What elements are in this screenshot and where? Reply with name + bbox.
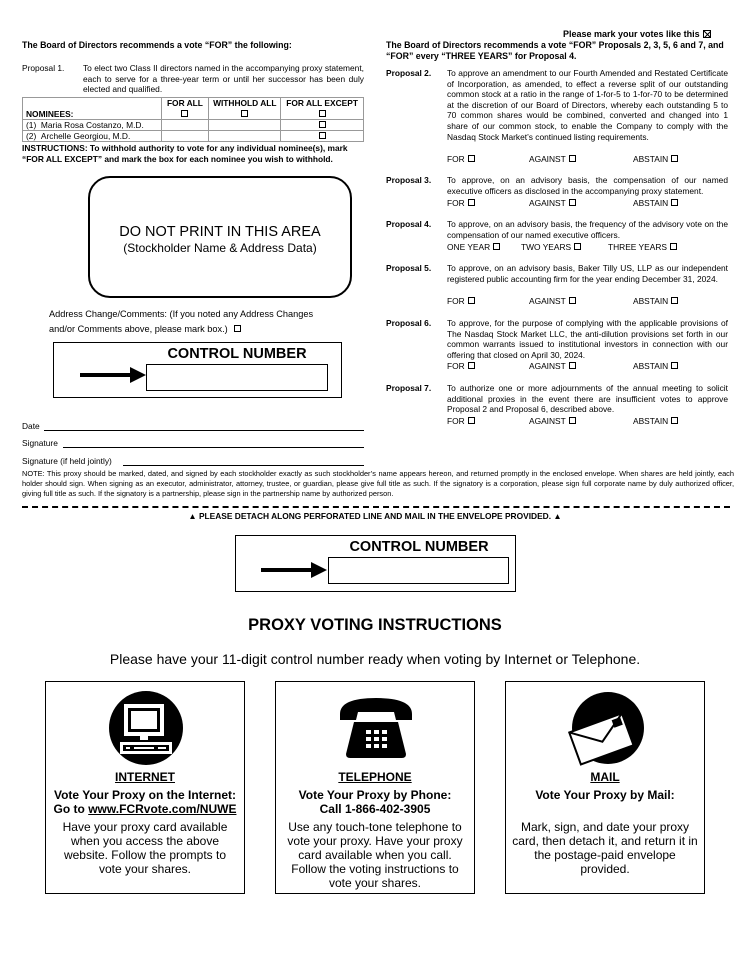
address-block bbox=[88, 176, 352, 298]
proposal-7-label: Proposal 7. bbox=[386, 383, 432, 393]
proposal-4-text: To approve, on an advisory basis, the frequency of the advisory vote on the compensation of our named executive officers. bbox=[447, 219, 728, 240]
col-for-all-except: FOR ALL EXCEPT bbox=[281, 98, 364, 109]
nominees-checkbox-row bbox=[23, 109, 364, 120]
mail-method-box bbox=[505, 681, 705, 894]
control-number-field-top[interactable] bbox=[146, 364, 328, 391]
address-change-line-1: Address Change/Comments: (If you noted any Address Changes bbox=[49, 309, 314, 319]
mark-votes-instruction bbox=[563, 29, 750, 40]
internet-title: INTERNET bbox=[115, 770, 175, 784]
proposal-4-label: Proposal 4. bbox=[386, 219, 432, 229]
proposal-5-text: To approve, on an advisory basis, Baker Tilly US, LLP as our independent registered public accounting firm for the year ending December 31, 2024. bbox=[447, 263, 728, 284]
for-all-except-checkbox[interactable] bbox=[319, 110, 326, 117]
control-number-field-bottom[interactable] bbox=[328, 557, 509, 584]
signing-note: NOTE: This proxy should be marked, dated, and signed by each stockholder exactly as such stockholder’s name appears hereon, and returned promptly in the enclosed envelope. When shares are held jointly, each holder should sign. When signing as an executor, administrator, attorney, trustee, or guardian, please give full title as such. If the signatory is a corporation, please sign full corporate name by duly authorized officer, giving full title as such. If the signatory is a partnership, please sign in the partnership name by authorized person. bbox=[22, 469, 734, 499]
voting-instructions-title: PROXY VOTING INSTRUCTIONS bbox=[248, 616, 502, 634]
proposal-2-label: Proposal 2. bbox=[386, 68, 432, 78]
telephone-body: Use any touch-tone telephone to vote your proxy. Have your proxy card available when you call. Follow the voting instructions to vote your shares. bbox=[287, 820, 463, 890]
date-label: Date bbox=[22, 421, 40, 431]
proposal-3: Proposal 3. To approve, on an advisory basis, the compensation of our named executive officers as disclosed in the accompanying proxy statement. FOR AGAINST ABSTAIN bbox=[386, 175, 728, 208]
proposal-6-text: To approve, for the purpose of complying with the applicable provisions of The Nasdaq Stock Market LLC, the anti-dilution provisions set forth in our common warrants issued to institutional investors in connection with our offering that closed on April 30, 2024. bbox=[447, 318, 728, 360]
internet-bold-1: Vote Your Proxy on the Internet: bbox=[53, 788, 237, 802]
proposal-3-label: Proposal 3. bbox=[386, 175, 432, 185]
proposal-7-against-checkbox[interactable] bbox=[569, 417, 576, 424]
detach-instruction bbox=[0, 511, 750, 521]
proposal-3-text: To approve, on an advisory basis, the compensation of our named executive officers as disclosed in the accompanying proxy statement. bbox=[447, 175, 728, 196]
voting-instructions-subtitle: Please have your 11-digit control number ready when voting by Internet or Telephone. bbox=[109, 651, 641, 667]
date-line[interactable] bbox=[44, 430, 364, 431]
telephone-title: TELEPHONE bbox=[338, 770, 412, 784]
proposal-1 bbox=[22, 63, 364, 95]
telephone-bold-1: Vote Your Proxy by Phone: bbox=[298, 788, 452, 802]
control-number-label-top: CONTROL NUMBER bbox=[167, 346, 307, 362]
proposal-5-abstain-checkbox[interactable] bbox=[671, 297, 678, 304]
computer-icon bbox=[106, 690, 186, 770]
proposal-6-for-checkbox[interactable] bbox=[468, 362, 475, 369]
proposal-2: Proposal 2. To approve an amendment to our Fourth Amended and Restated Certificate of Incorporation, as amended, to effect a reverse split of our outstanding common stock at a ratio in the range of 1-for-5 to 1-for-70 to be determined at the discretion of our Board of Directors, whereby each outstanding 5 to 70 common shares would be combined, converted and changed into 1 share of our common stock, to enable the Company to comply with the Nasdaq Stock Market’s continued listing requirements. FOR AGAINST ABSTAIN bbox=[386, 68, 728, 164]
nominees-header-row bbox=[23, 98, 364, 109]
control-number-box-bottom bbox=[235, 535, 516, 592]
example-marked-checkbox bbox=[703, 30, 711, 38]
telephone-bold-2: Call 1-866-402-3905 bbox=[319, 802, 431, 816]
address-change-line-2: and/or Comments above, please mark box.) bbox=[49, 323, 228, 334]
telephone-icon bbox=[336, 692, 416, 762]
detach-text: PLEASE DETACH ALONG PERFORATED LINE AND MAIL IN THE ENVELOPE PROVIDED. bbox=[198, 511, 552, 521]
proposal-1-text: To elect two Class II directors named in the accompanying proxy statement, each to serve for a three-year term or until her successor has been duly elected and qualified. bbox=[83, 63, 364, 95]
proposal-2-text: To approve an amendment to our Fourth Amended and Restated Certificate of Incorporation, as amended, to effect a reverse split of our outstanding common stock at a ratio in the range of 1-for-5 to 1-for-70 to be determined at the discretion of our Board of Directors, whereby each outstanding 5 to 70 common shares would be combined, converted and changed into 1 share of our common stock, to enable the Company to comply with the Nasdaq Stock Market’s continued listing requirements. bbox=[447, 68, 728, 142]
nominee-1: (1) Maria Rosa Costanzo, M.D. bbox=[23, 120, 162, 131]
perforated-line bbox=[22, 506, 730, 508]
signature-joint-line[interactable] bbox=[123, 465, 364, 466]
mail-bold-1: Vote Your Proxy by Mail: bbox=[535, 788, 675, 802]
proposal-2-for-checkbox[interactable] bbox=[468, 155, 475, 162]
triangle-up-icon: ▲ bbox=[188, 511, 197, 521]
mail-title: MAIL bbox=[590, 770, 620, 784]
internet-link[interactable]: www.FCRvote.com/NUWE bbox=[88, 802, 237, 816]
proposal-6-label: Proposal 6. bbox=[386, 318, 432, 328]
withhold-all-checkbox[interactable] bbox=[241, 110, 248, 117]
col-withhold-all: WITHHOLD ALL bbox=[209, 98, 281, 109]
do-not-print-text: DO NOT PRINT IN THIS AREA bbox=[119, 224, 321, 240]
nominee-2: (2) Archelle Georgiou, M.D. bbox=[23, 131, 162, 142]
proposal-3-against-checkbox[interactable] bbox=[569, 199, 576, 206]
proposal-5-for-checkbox[interactable] bbox=[468, 297, 475, 304]
board-recommendation-right: The Board of Directors recommends a vote “FOR” Proposals 2, 3, 5, 6 and 7, and “FOR” every “THREE YEARS” for Proposal 4. bbox=[386, 40, 724, 61]
internet-body: Have your proxy card available when you access the above website. Follow the prompts to vote your shares. bbox=[62, 820, 228, 876]
proposal-3-abstain-checkbox[interactable] bbox=[671, 199, 678, 206]
nominee-row bbox=[23, 131, 364, 142]
address-change bbox=[49, 307, 359, 336]
proposal-4-one-year-checkbox[interactable] bbox=[493, 243, 500, 250]
nominee-1-except-checkbox[interactable] bbox=[319, 121, 326, 128]
proposal-1-label: Proposal 1. bbox=[22, 63, 65, 73]
board-recommendation-left: The Board of Directors recommends a vote “FOR” the following: bbox=[22, 40, 292, 50]
nominee-row bbox=[23, 120, 364, 131]
proposal-6-abstain-checkbox[interactable] bbox=[671, 362, 678, 369]
internet-bold-2: Go to www.FCRvote.com/NUWE bbox=[53, 802, 237, 816]
proposal-7-for-checkbox[interactable] bbox=[468, 417, 475, 424]
proposal-2-against-checkbox[interactable] bbox=[569, 155, 576, 162]
proposal-3-for-checkbox[interactable] bbox=[468, 199, 475, 206]
mail-body: Mark, sign, and date your proxy card, then detach it, and return it in the postage-paid envelope provided. bbox=[512, 820, 698, 876]
withhold-instructions: INSTRUCTIONS: To withhold authority to vote for any individual nominee(s), mark “FOR ALL EXCEPT” and mark the box for each nominee you wish to withhold. bbox=[22, 143, 348, 164]
signature-joint-label: Signature (if held jointly) bbox=[22, 456, 112, 466]
control-number-box-top bbox=[53, 342, 342, 398]
proposal-5-against-checkbox[interactable] bbox=[569, 297, 576, 304]
nominees-header: NOMINEES: bbox=[23, 109, 162, 120]
proposal-4: Proposal 4. To approve, on an advisory basis, the frequency of the advisory vote on the compensation of our named executive officers. ONE YEAR TWO YEARS THREE YEARS bbox=[386, 219, 728, 252]
proposal-5: Proposal 5. To approve, on an advisory basis, Baker Tilly US, LLP as our independent registered public accounting firm for the year ending December 31, 2024. FOR AGAINST ABSTAIN bbox=[386, 263, 728, 306]
proposal-7: Proposal 7. To authorize one or more adjournments of the annual meeting to solicit additional proxies in the event there are insufficient votes to approve Proposal 2 and Proposal 6, described above. FOR AGAINST ABSTAIN bbox=[386, 383, 728, 426]
proposal-6-against-checkbox[interactable] bbox=[569, 362, 576, 369]
proposal-4-three-years-checkbox[interactable] bbox=[670, 243, 677, 250]
proposal-6: Proposal 6. To approve, for the purpose of complying with the applicable provisions of The Nasdaq Stock Market LLC, the anti-dilution provisions set forth in our common warrants issued to institutional investors in connection with our offering that closed on April 30, 2024. FOR AGAINST ABSTAIN bbox=[386, 318, 728, 371]
nominee-2-except-checkbox[interactable] bbox=[319, 132, 326, 139]
nominees-table bbox=[22, 97, 364, 142]
address-change-checkbox[interactable] bbox=[234, 325, 241, 332]
arrow-right-icon bbox=[261, 562, 327, 578]
internet-method-box bbox=[45, 681, 245, 894]
stockholder-data-text: (Stockholder Name & Address Data) bbox=[123, 241, 317, 255]
triangle-up-icon: ▲ bbox=[553, 511, 562, 521]
mail-envelope-icon bbox=[566, 690, 646, 770]
signature-label: Signature bbox=[22, 438, 58, 448]
proposal-7-abstain-checkbox[interactable] bbox=[671, 417, 678, 424]
signature-line[interactable] bbox=[63, 447, 364, 448]
for-all-checkbox[interactable] bbox=[181, 110, 188, 117]
proposal-5-label: Proposal 5. bbox=[386, 263, 432, 273]
col-for-all: FOR ALL bbox=[161, 98, 209, 109]
arrow-right-icon bbox=[80, 367, 146, 383]
telephone-method-box bbox=[275, 681, 475, 894]
mark-votes-text: Please mark your votes like this bbox=[563, 29, 700, 39]
proposal-7-text: To authorize one or more adjournments of the annual meeting to solicit additional proxies in the event there are insufficient votes to approve Proposal 2 and Proposal 6, described above. bbox=[447, 383, 728, 415]
control-number-label-bottom: CONTROL NUMBER bbox=[349, 539, 489, 555]
proposal-4-two-years-checkbox[interactable] bbox=[574, 243, 581, 250]
proposal-2-abstain-checkbox[interactable] bbox=[671, 155, 678, 162]
